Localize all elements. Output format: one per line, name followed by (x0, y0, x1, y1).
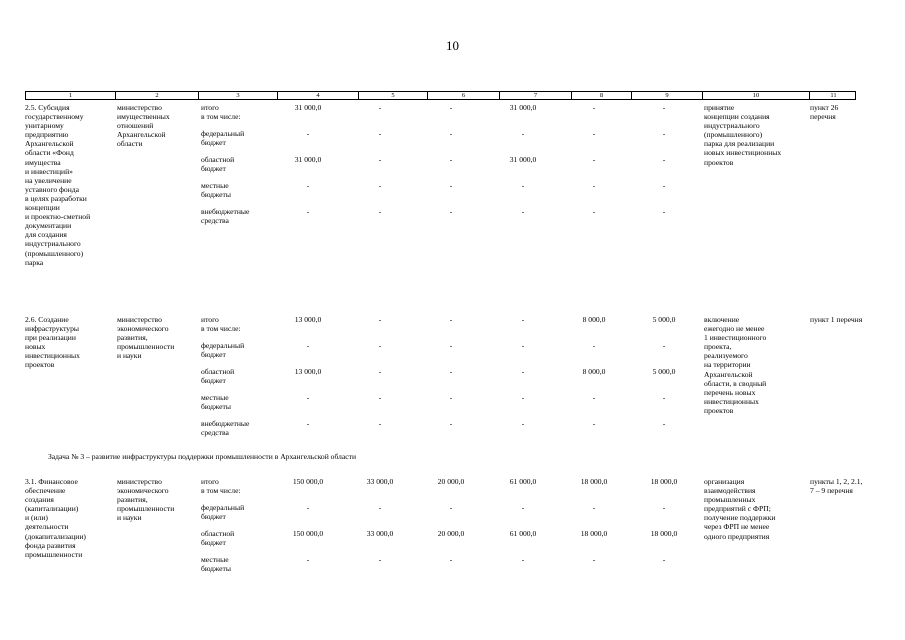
row-3-1-result-line: взаимодействия (704, 486, 756, 496)
row-3-1-name-line: 3.1. Финансовое (25, 477, 78, 486)
row-3-1-name-line: и (или) (25, 513, 48, 523)
row-2-6-link (810, 315, 862, 324)
row-2-5-executor-line: области (117, 139, 143, 149)
row-2-5-executor-line: министерство (117, 103, 162, 112)
row-3-1-value: 18 000,0 (580, 529, 608, 538)
row-2-6-source-2-line: бюджет (201, 376, 226, 386)
row-2-6-result-line: области, в сводный (704, 378, 767, 388)
row-2-6-value: - (521, 341, 525, 350)
row-3-1-executor-line: и науки (117, 513, 142, 523)
row-3-1-executor-line: промышленности (117, 504, 175, 514)
row-2-5-value: - (378, 129, 382, 138)
row-3-1-source-3-line: местные (201, 555, 229, 564)
row-2-5-source-0-line: в том числе: (201, 112, 241, 122)
row-2-6-value: - (592, 393, 596, 402)
row-2-6-source-2 (201, 367, 234, 385)
header-col-8: 8 (571, 92, 631, 100)
row-2-5-link (810, 103, 838, 121)
row-2-5-source-4-line: средства (201, 216, 229, 226)
row-2-5-result-line: индустриального (704, 121, 760, 131)
task-3-heading: Задача № 3 – развитие инфраструктуры поддержки промышленности в Архангельской области (48, 452, 357, 461)
row-2-5-name-line: в целях разработки (25, 193, 87, 203)
row-2-6-name-line: инфраструктуры (25, 324, 79, 334)
row-2-6-value: 8 000,0 (582, 315, 606, 324)
row-3-1-source-2 (201, 529, 234, 547)
row-3-1-source-2-line: бюджет (201, 538, 226, 548)
row-2-5-source-2-line: бюджет (201, 164, 226, 174)
row-2-6-result-line: инвестиционных (704, 396, 759, 406)
row-2-6-value: - (592, 341, 596, 350)
row-2-5-link-line: пункт 26 (810, 103, 839, 112)
row-3-1-link-line: 7 – 9 перечня (810, 486, 853, 496)
row-2-6-name (25, 315, 80, 370)
row-2-5-source-3 (201, 181, 231, 199)
header-col-10: 10 (702, 92, 809, 100)
row-3-1-value: - (521, 503, 525, 512)
row-3-1-source-1-line: бюджет (201, 512, 226, 522)
row-2-5-value: 31 000,0 (509, 155, 537, 164)
row-2-6-value: 13 000,0 (294, 315, 322, 324)
row-3-1-value: - (592, 503, 596, 512)
row-3-1-link-line: пункты 1, 2, 2.1, (810, 477, 863, 486)
row-2-5-result-line: новых инвестиционных (704, 148, 782, 158)
row-2-6-source-1-line: федеральный (201, 341, 245, 350)
row-2-6-value: - (449, 315, 453, 324)
row-2-6-value: - (378, 341, 382, 350)
row-2-6-result-line: включение (704, 315, 740, 324)
row-3-1-result-line: промышленных (704, 495, 756, 505)
row-2-6-value: 5 000,0 (652, 367, 676, 376)
row-2-5-result-line: проектов (704, 157, 734, 167)
row-2-5-name-line: области «Фонд (25, 148, 74, 158)
row-3-1-name-line: создания (25, 495, 54, 505)
row-3-1-executor-line: экономического (117, 486, 169, 496)
row-2-5-name-line: концепции (25, 203, 60, 213)
row-2-5-value: - (378, 181, 382, 190)
row-2-6-result-line: ежегодно не менее (704, 324, 765, 334)
row-3-1-source-0-line: в том числе: (201, 486, 241, 496)
row-2-6-value: 8 000,0 (582, 367, 606, 376)
row-3-1-executor (117, 477, 174, 522)
row-2-5-value: - (592, 181, 596, 190)
row-2-5-value: - (449, 155, 453, 164)
row-3-1-source-3-line: бюджеты (201, 564, 231, 574)
row-2-6-source-4 (201, 419, 249, 437)
row-3-1-result (704, 477, 775, 541)
row-2-6-executor-line: и науки (117, 351, 142, 361)
row-2-5-name-line: имущества (25, 157, 61, 167)
row-3-1-value: - (521, 555, 525, 564)
row-2-6-value: - (449, 341, 453, 350)
row-2-5-value: - (449, 103, 453, 112)
row-2-6-result-line: перечень новых (704, 387, 756, 397)
row-2-6-result-line: на территории (704, 360, 751, 370)
row-2-5-link-line: перечня (810, 112, 836, 122)
row-3-1-result-line: предприятий с ФРП; (704, 504, 771, 514)
row-2-6-source-1 (201, 341, 244, 359)
row-2-6-name-line: 2.6. Создание (25, 315, 69, 324)
row-2-5-source-4 (201, 207, 249, 225)
row-3-1-name-line: обеспечение (25, 486, 66, 496)
row-2-5-value: - (592, 155, 596, 164)
row-3-1-name-line: (докапитализации) (25, 531, 86, 541)
row-2-5-result-line: (промышленного) (704, 130, 763, 140)
row-2-5-executor (117, 103, 170, 148)
row-2-6-source-0-line: итого (201, 315, 219, 324)
row-2-6-source-0 (201, 315, 241, 333)
row-2-5-value: - (521, 181, 525, 190)
row-2-5-value: - (662, 103, 666, 112)
row-2-6-executor-line: министерство (117, 315, 162, 324)
row-3-1-value: 33 000,0 (366, 477, 394, 486)
row-3-1-source-0 (201, 477, 241, 495)
row-3-1-source-2-line: областной (201, 529, 235, 538)
row-2-6-value: - (521, 419, 525, 428)
row-2-5-source-2-line: областной (201, 155, 235, 164)
row-2-6-executor-line: экономического (117, 324, 169, 334)
row-2-6-value: - (306, 419, 310, 428)
row-3-1-source-3 (201, 555, 231, 573)
row-3-1-value: - (378, 503, 382, 512)
row-2-5-name-line: 2.5. Субсидия (25, 103, 70, 112)
row-2-5-name-line: и инвестиций» (25, 166, 73, 176)
row-3-1-value: - (662, 503, 666, 512)
row-2-6-value: - (662, 393, 666, 402)
row-2-6-source-1-line: бюджет (201, 350, 226, 360)
row-2-5-value: - (306, 207, 310, 216)
row-3-1-result-line: получение поддержки (704, 513, 776, 523)
row-2-6-result-line: реализуемого (704, 351, 748, 361)
row-2-6-value: - (592, 419, 596, 428)
row-2-5-name (25, 103, 90, 267)
row-3-1-value: 150 000,0 (292, 529, 324, 538)
row-2-6-value: - (378, 367, 382, 376)
row-3-1-name-line: фонда развития (25, 540, 76, 550)
row-2-5-value: 31 000,0 (294, 155, 322, 164)
row-2-6-source-2-line: областной (201, 367, 235, 376)
row-2-5-name-line: для создания (25, 230, 67, 240)
row-2-6-source-3-line: бюджеты (201, 402, 231, 412)
row-2-6-source-4-line: внебюджетные (201, 419, 250, 428)
row-2-6-value: - (521, 367, 525, 376)
row-2-6-result (704, 315, 766, 415)
row-3-1-value: - (449, 555, 453, 564)
row-2-5-name-line: на увеличение (25, 175, 72, 185)
header-col-4: 4 (277, 92, 358, 100)
row-3-1-value: - (306, 503, 310, 512)
row-2-6-executor-line: промышленности (117, 342, 175, 352)
row-2-6-link-line: пункт 1 перечня (810, 315, 863, 324)
row-2-5-executor-line: Архангельской (117, 130, 166, 140)
row-2-5-source-3-line: бюджеты (201, 190, 231, 200)
row-2-5-value: - (662, 207, 666, 216)
table-header-row (25, 91, 856, 100)
header-col-2: 2 (115, 92, 198, 100)
row-2-5-result-line: принятие (704, 103, 735, 112)
row-2-5-name-line: предприятию (25, 130, 69, 140)
row-2-5-value: - (378, 207, 382, 216)
row-2-6-value: - (378, 419, 382, 428)
row-2-5-name-line: документации (25, 221, 72, 231)
row-3-1-value: - (378, 555, 382, 564)
header-col-5: 5 (358, 92, 427, 100)
row-2-5-value: - (306, 181, 310, 190)
row-3-1-name-line: (капитализации) (25, 504, 79, 514)
row-3-1-value: 33 000,0 (366, 529, 394, 538)
row-3-1-value: - (662, 555, 666, 564)
row-2-5-source-2 (201, 155, 234, 173)
row-2-6-value: - (306, 393, 310, 402)
page-number: 10 (446, 38, 459, 53)
row-2-5-value: - (521, 129, 525, 138)
header-col-11: 11 (809, 92, 857, 100)
row-2-5-value: - (449, 129, 453, 138)
row-2-5-source-4-line: внебюджетные (201, 207, 250, 216)
row-3-1-source-1 (201, 503, 244, 521)
row-2-6-executor-line: развития, (117, 333, 148, 343)
row-2-6-name-line: новых (25, 342, 46, 352)
row-3-1-result-line: через ФРП не менее (704, 522, 770, 532)
row-3-1-value: - (306, 555, 310, 564)
row-2-6-value: - (449, 367, 453, 376)
row-2-5-value: - (449, 181, 453, 190)
row-2-5-value: - (662, 155, 666, 164)
row-3-1-link (810, 477, 862, 495)
row-2-6-value: 13 000,0 (294, 367, 322, 376)
row-2-6-name-line: при реализации (25, 333, 76, 343)
header-col-7: 7 (499, 92, 571, 100)
row-2-5-value: - (306, 129, 310, 138)
row-2-6-value: - (449, 419, 453, 428)
row-3-1-value: - (592, 555, 596, 564)
row-2-5-name-line: парка (25, 257, 44, 267)
row-2-5-name-line: (промышленного) (25, 248, 84, 258)
row-2-5-value: - (662, 129, 666, 138)
row-2-6-source-3-line: местные (201, 393, 229, 402)
row-2-6-value: - (662, 341, 666, 350)
row-2-5-value: - (378, 155, 382, 164)
row-2-6-value: - (449, 393, 453, 402)
row-3-1-value: 61 000,0 (509, 477, 537, 486)
row-2-6-name-line: проектов (25, 360, 55, 370)
row-2-6-value: - (378, 315, 382, 324)
row-2-6-source-0-line: в том числе: (201, 324, 241, 334)
row-3-1-result-line: одного предприятия (704, 531, 770, 541)
row-3-1-value: 18 000,0 (580, 477, 608, 486)
row-2-5-name-line: индустриального (25, 239, 81, 249)
row-2-5-result-line: концепции создания (704, 112, 770, 122)
row-2-5-name-line: и проектно-сметной (25, 212, 91, 222)
row-2-6-name-line: инвестиционных (25, 351, 80, 361)
row-3-1-name-line: промышленности (25, 549, 83, 559)
row-3-1-value: - (449, 503, 453, 512)
row-3-1-name-line: деятельности (25, 522, 69, 532)
row-2-6-result-line: 1 инвестиционного (704, 333, 767, 343)
row-3-1-result-line: организация (704, 477, 745, 486)
row-3-1-value: 20 000,0 (437, 529, 465, 538)
row-2-6-value: - (662, 419, 666, 428)
row-2-5-name-line: Архангельской (25, 139, 74, 149)
row-2-5-executor-line: отношений (117, 121, 154, 131)
row-2-5-value: - (449, 207, 453, 216)
row-2-5-value: - (592, 129, 596, 138)
header-col-9: 9 (631, 92, 702, 100)
row-3-1-value: 20 000,0 (437, 477, 465, 486)
row-3-1-executor-line: министерство (117, 477, 162, 486)
row-2-5-name-line: государственному (25, 112, 84, 122)
header-col-1: 1 (68, 92, 73, 99)
row-2-5-source-3-line: местные (201, 181, 229, 190)
row-2-5-source-1-line: федеральный (201, 129, 245, 138)
row-2-5-value: - (378, 103, 382, 112)
row-3-1-value: 18 000,0 (650, 477, 678, 486)
row-2-6-value: - (521, 393, 525, 402)
row-2-5-source-0-line: итого (201, 103, 219, 112)
row-2-5-result-line: парка для реализации (704, 139, 775, 149)
row-3-1-source-0-line: итого (201, 477, 219, 486)
row-2-6-value: - (521, 315, 525, 324)
row-2-5-value: 31 000,0 (294, 103, 322, 112)
row-2-5-value: - (521, 207, 525, 216)
row-3-1-value: 18 000,0 (650, 529, 678, 538)
row-2-5-source-1-line: бюджет (201, 138, 226, 148)
row-3-1-name (25, 477, 86, 559)
row-3-1-value: 150 000,0 (292, 477, 324, 486)
row-3-1-source-1-line: федеральный (201, 503, 245, 512)
row-2-5-source-0 (201, 103, 241, 121)
row-2-6-value: - (306, 341, 310, 350)
row-2-5-value: - (662, 181, 666, 190)
row-2-6-value: 5 000,0 (652, 315, 676, 324)
row-3-1-executor-line: развития, (117, 495, 148, 505)
row-2-6-result-line: проектов (704, 405, 734, 415)
row-2-6-result-line: Архангельской (704, 369, 753, 379)
row-2-5-value: - (592, 103, 596, 112)
row-2-5-value: 31 000,0 (509, 103, 537, 112)
row-2-5-value: - (592, 207, 596, 216)
header-col-3: 3 (198, 92, 277, 100)
row-3-1-value: 61 000,0 (509, 529, 537, 538)
row-2-6-result-line: проекта, (704, 342, 732, 352)
row-2-6-value: - (378, 393, 382, 402)
row-2-6-executor (117, 315, 174, 360)
row-2-5-result (704, 103, 781, 167)
header-col-6: 6 (427, 92, 499, 100)
row-2-6-source-3 (201, 393, 231, 411)
row-2-5-executor-line: имущественных (117, 112, 170, 122)
row-2-5-name-line: уставного фонда (25, 184, 80, 194)
row-2-6-source-4-line: средства (201, 428, 229, 438)
row-2-5-name-line: унитарному (25, 121, 64, 131)
row-2-5-source-1 (201, 129, 244, 147)
